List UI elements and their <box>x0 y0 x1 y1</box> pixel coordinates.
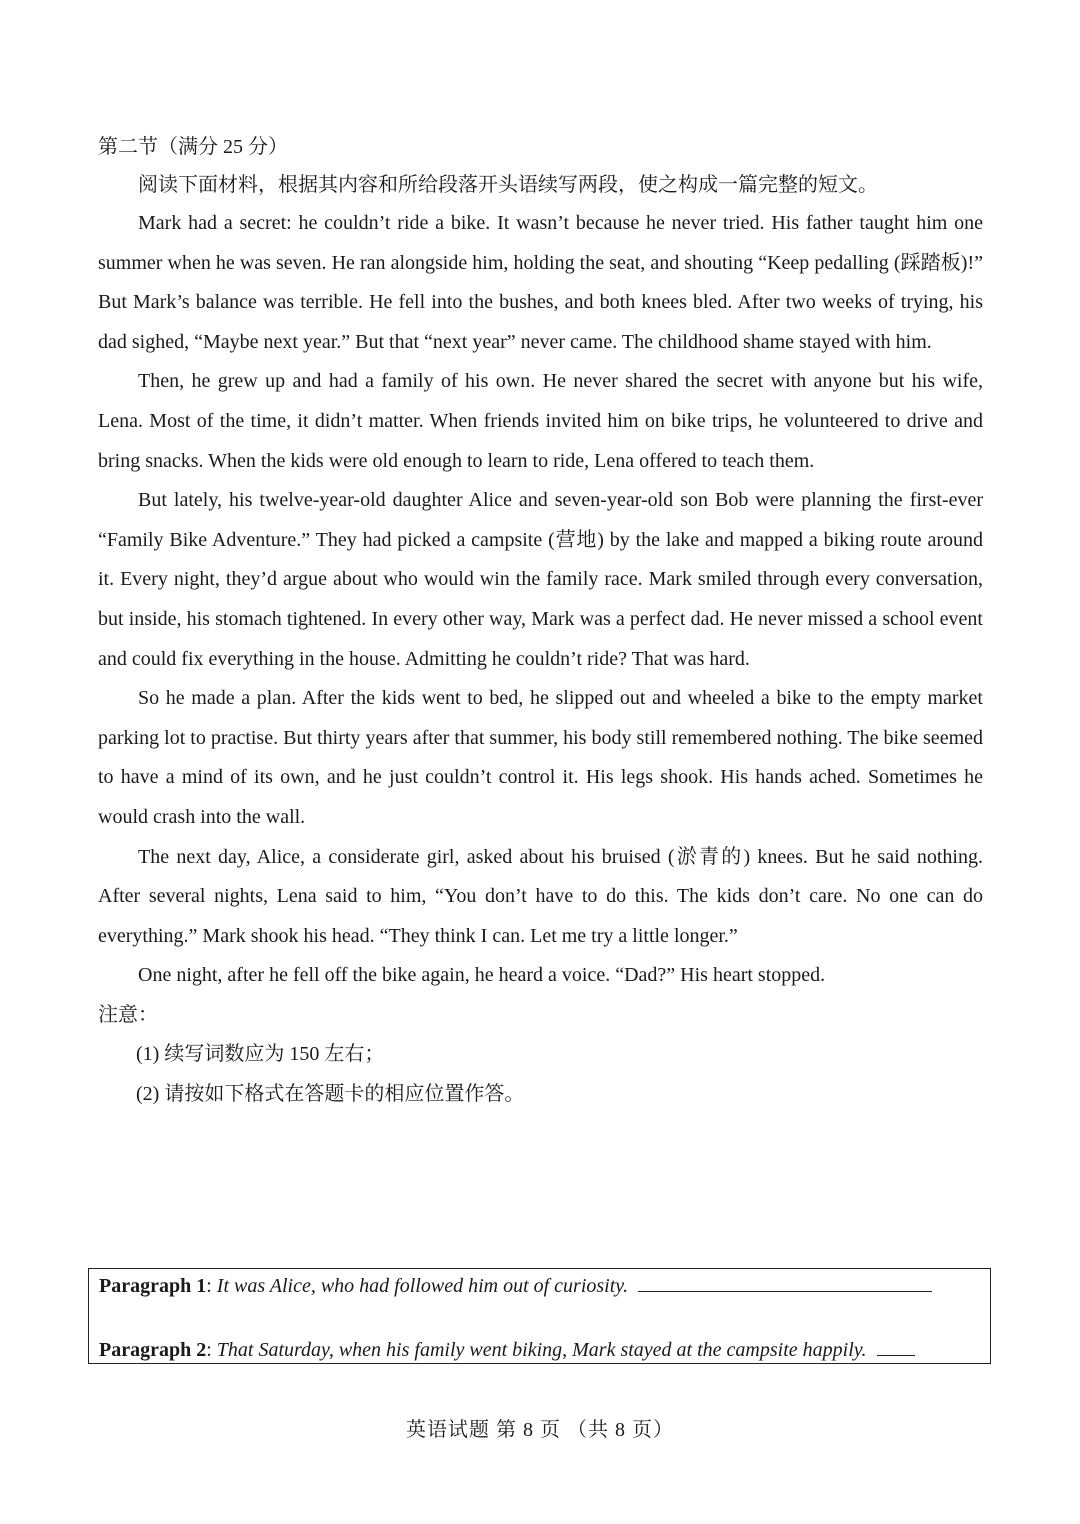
answer-blank-line <box>638 1273 932 1292</box>
story-paragraph: Then, he grew up and had a family of his own. He never shared the secret with anyone but his wife, Lena. Most of the time, it didn’t matter. When friends invited him on bike trips, he volunteered to drive and bring snacks. When the kids were old enough to learn to ride, Lena offered to teach them. <box>98 370 983 472</box>
paragraph-1-label: Paragraph 1 <box>99 1275 207 1297</box>
note-item: (2) 请按如下格式在答题卡的相应位置作答。 <box>136 1083 525 1106</box>
section-title: 第二节（满分 25 分） <box>98 136 288 158</box>
story-paragraph: One night, after he fell off the bike again, he heard a voice. “Dad?” His heart stopped. <box>138 964 826 987</box>
paragraph-2-opening: That Saturday, when his family went biking, Mark stayed at the campsite happily. <box>216 1339 867 1361</box>
paragraph-2-label: Paragraph 2 <box>99 1339 207 1361</box>
instruction-text: 阅读下面材料，根据其内容和所给段落开头语续写两段，使之构成一篇完整的短文。 <box>138 174 878 196</box>
paragraph-2-line: Paragraph 2: That Saturday, when his family went biking, Mark stayed at the campsite happily. <box>99 1337 915 1363</box>
paragraph-1-line: Paragraph 1: It was Alice, who had followed him out of curiosity. <box>99 1273 932 1299</box>
answer-format-box <box>88 1268 991 1364</box>
paragraph-1-opening: It was Alice, who had followed him out of curiosity. <box>216 1275 629 1297</box>
notes-title: 注意： <box>98 1003 158 1026</box>
page-footer: 英语试题 第 8 页 （共 8 页） <box>406 1419 674 1441</box>
note-item: (1) 续写词数应为 150 左右； <box>136 1043 385 1066</box>
content-area <box>98 128 983 1115</box>
story-paragraph: But lately, his twelve-year-old daughter Alice and seven-year-old son Bob were planning the first-ever “Family Bike Adventure.” They had picked a campsite (营地) by the lake and mapped a biking route around it. Every night, they’d argue about who would win the family race. Mark smiled through every conversation, but inside, his stomach tightened. In every other way, Mark was a perfect dad. He never missed a school event and could fix everything in the house. Admitting he couldn’t ride? That was hard. <box>98 489 983 670</box>
answer-blank-line <box>877 1337 915 1356</box>
story-paragraph: Mark had a secret: he couldn’t ride a bike. It wasn’t because he never tried. His father taught him one summer when he was seven. He ran alongside him, holding the seat, and shouting “Keep pedalling (踩踏板)!” But Mark’s balance was terrible. He fell into the bushes, and both knees bled. After two weeks of trying, his dad sighed, “Maybe next year.” But that “next year” never came. The childhood shame stayed with him. <box>98 212 983 353</box>
story-paragraph: So he made a plan. After the kids went to bed, he slipped out and wheeled a bike to the empty market parking lot to practise. But thirty years after that summer, his body still remembered nothing. The bike seemed to have a mind of its own, and he just couldn’t control it. His legs shook. His hands ached. Sometimes he would crash into the wall. <box>98 687 983 828</box>
story-paragraph: The next day, Alice, a considerate girl, asked about his bruised (淤青的) knees. But he said nothing. After several nights, Lena said to him, “You don’t have to do this. The kids don’t care. No one can do everything.” Mark shook his head. “They think I can. Let me try a little longer.” <box>98 845 983 947</box>
